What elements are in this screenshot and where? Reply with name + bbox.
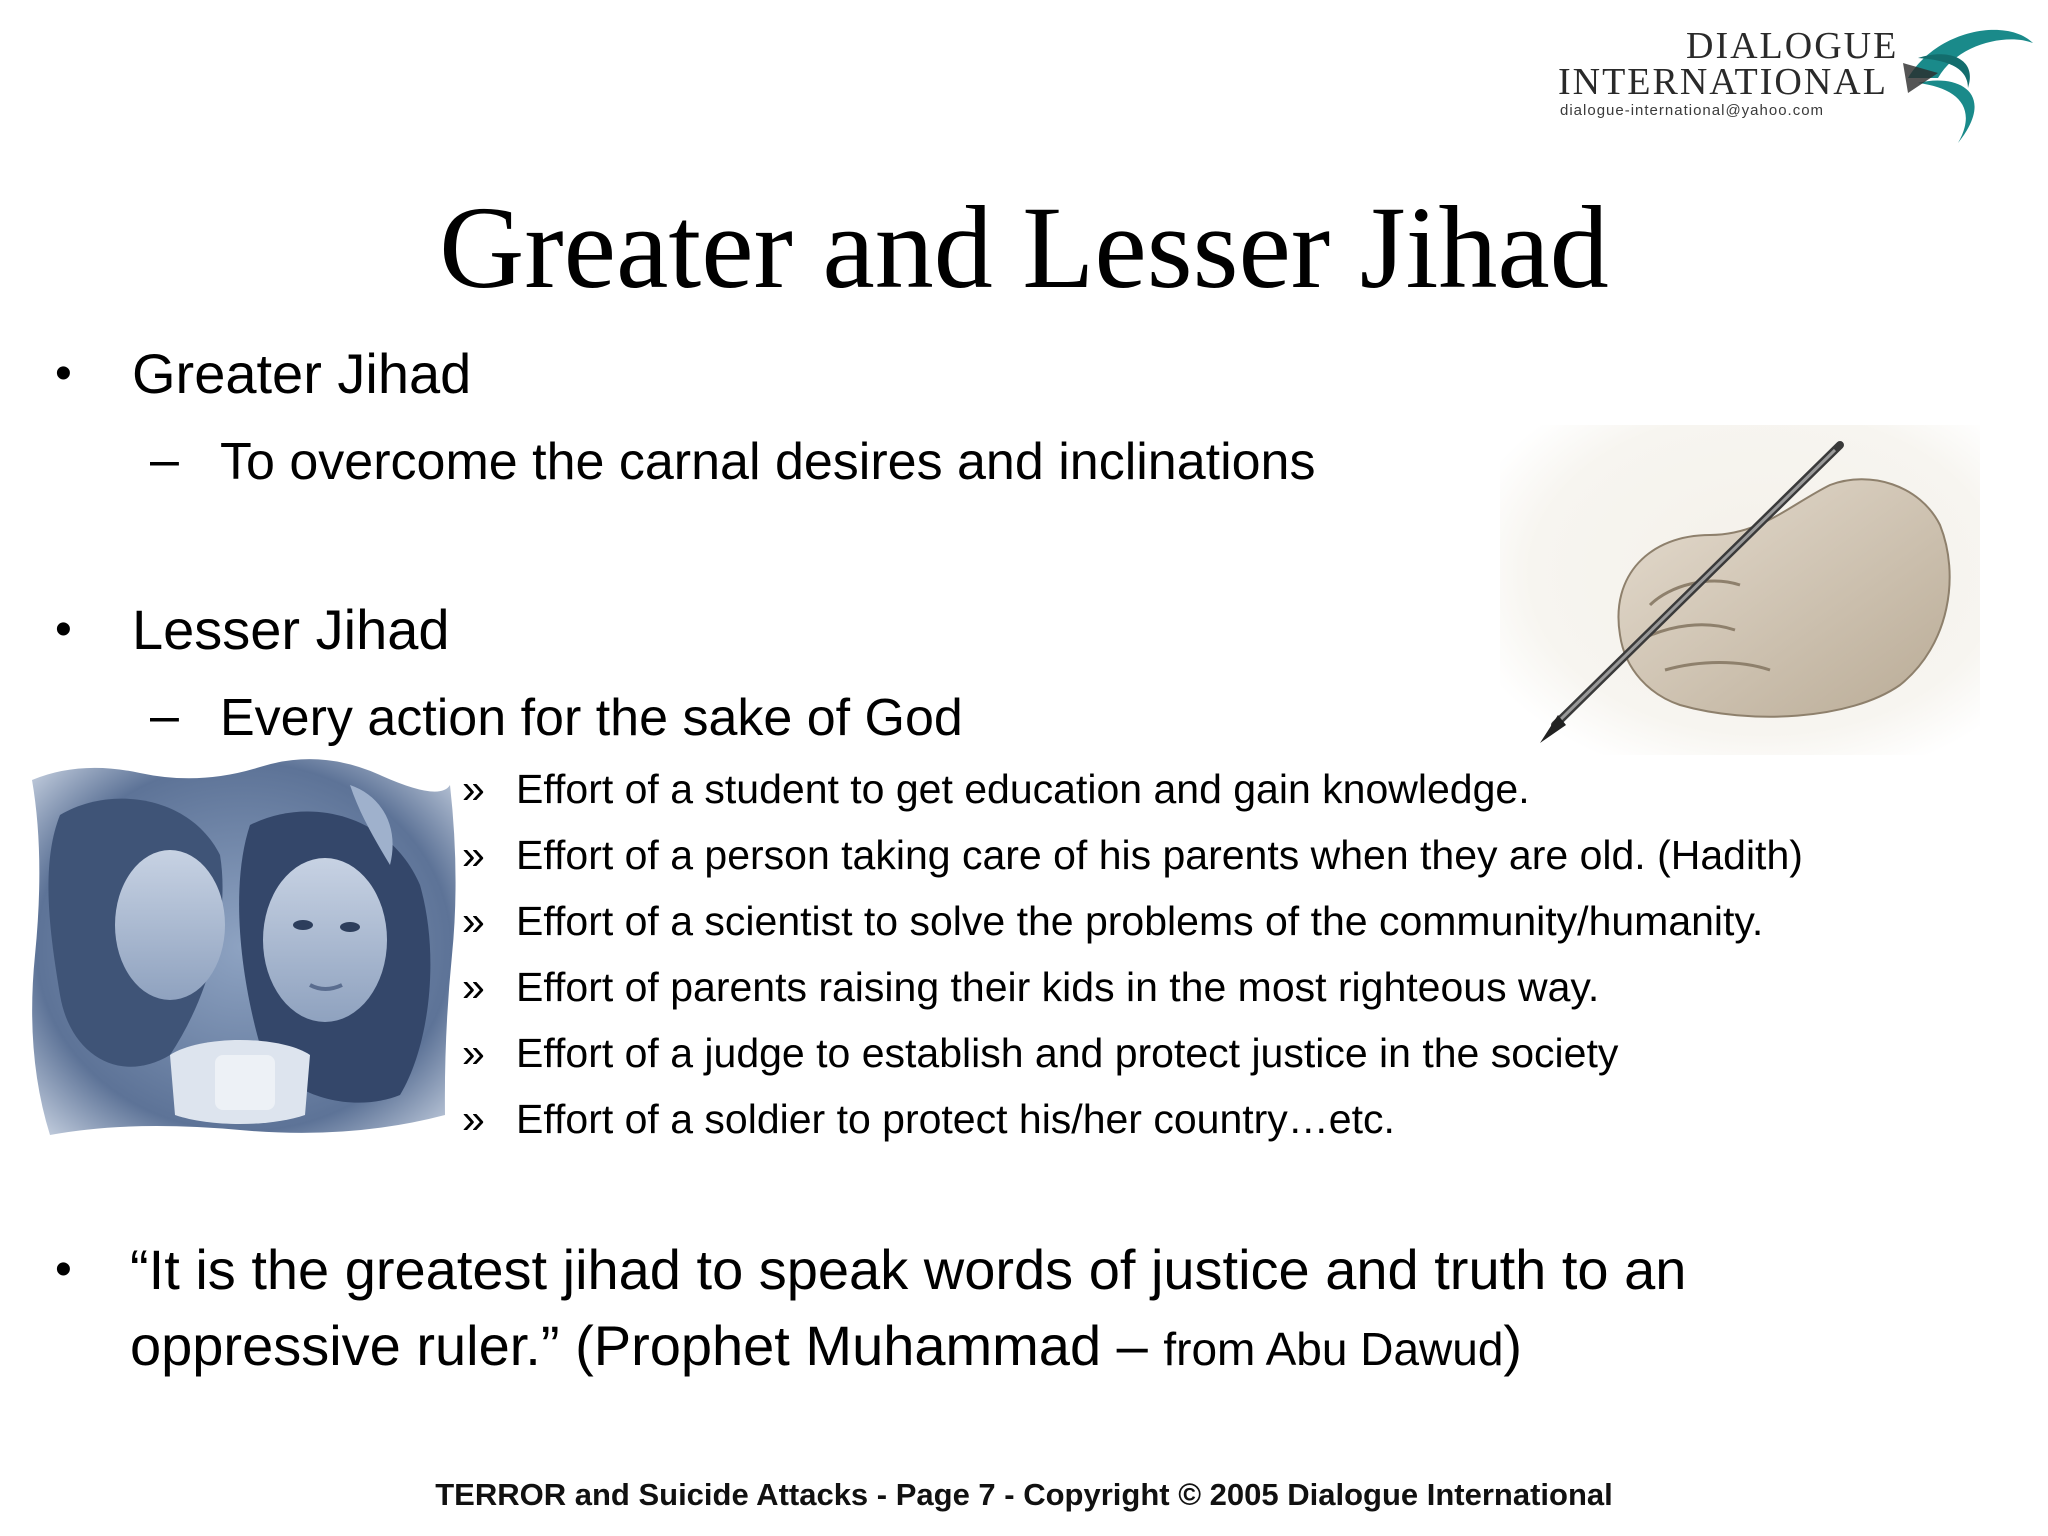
greater-jihad-definition: To overcome the carnal desires and inclinations	[220, 433, 1316, 491]
raquo-marker: »	[462, 1096, 485, 1142]
raquo-marker: »	[462, 898, 485, 944]
dialogue-international-logo	[1548, 18, 2038, 148]
example-text: Effort of a person taking care of his parents when they are old. (Hadith)	[516, 832, 1803, 878]
example-text: Effort of parents raising their kids in the most righteous way.	[516, 964, 1600, 1010]
dash-marker: –	[150, 431, 179, 489]
lesser-jihad-definition: Every action for the sake of God	[220, 689, 963, 747]
two-women-photo	[20, 755, 460, 1145]
raquo-marker: »	[462, 832, 485, 878]
list-item	[462, 896, 1763, 946]
list-item	[462, 764, 1530, 814]
example-text: Effort of a soldier to protect his/her country…etc.	[516, 1096, 1395, 1142]
example-text: Effort of a student to get education and gain knowledge.	[516, 766, 1530, 812]
prophet-quote	[130, 1232, 1970, 1387]
raquo-marker: »	[462, 1030, 485, 1076]
logo-email: dialogue-international@yahoo.com	[1560, 102, 1825, 119]
list-item	[462, 830, 1803, 880]
greater-jihad-heading: Greater Jihad	[132, 342, 472, 405]
raquo-marker: »	[462, 766, 485, 812]
list-item	[462, 1028, 1618, 1078]
quote-text: “It is the greatest jihad to speak words of justice and truth to an oppressive ruler.” (Prophet Muhammad –	[130, 1238, 1687, 1377]
bullet-dot: •	[55, 1243, 72, 1296]
quote-source: from Abu Dawud	[1163, 1323, 1504, 1375]
logo-swoosh-icon	[1898, 18, 2038, 148]
example-text: Effort of a judge to establish and protect justice in the society	[516, 1030, 1619, 1076]
bullet-dot: •	[55, 347, 72, 400]
example-text: Effort of a scientist to solve the problems of the community/humanity.	[516, 898, 1764, 944]
list-item	[462, 1094, 1395, 1144]
footer-copyright: TERROR and Suicide Attacks - Page 7 - Copyright © 2005 Dialogue International	[435, 1477, 1613, 1512]
logo-text-dialogue: DIALOGUE	[1686, 25, 1899, 67]
quote-close: )	[1503, 1314, 1523, 1377]
lesser-jihad-heading: Lesser Jihad	[132, 598, 450, 661]
list-item	[462, 962, 1599, 1012]
dash-marker: –	[150, 687, 179, 745]
bullet-dot: •	[55, 603, 72, 656]
logo-text-international: INTERNATIONAL	[1558, 61, 1888, 103]
slide-title: Greater and Lesser Jihad	[439, 182, 1609, 313]
hand-writing-image	[1500, 425, 1980, 755]
raquo-marker: »	[462, 964, 485, 1010]
